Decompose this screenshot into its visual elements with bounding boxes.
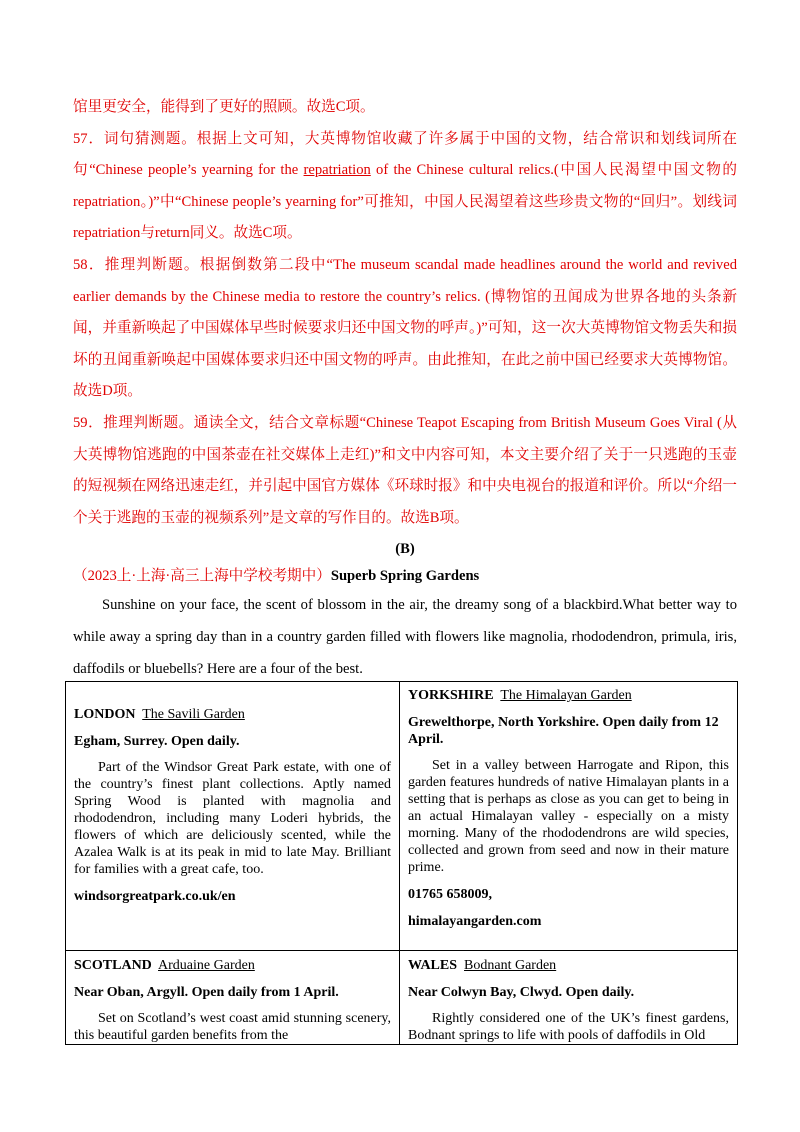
wales-location: Near Colwyn Bay, Clwyd. Open daily. — [408, 985, 635, 1000]
yorkshire-website: himalayangarden.com — [408, 914, 542, 929]
cell-yorkshire — [400, 682, 738, 951]
london-location: Egham, Surrey. Open daily. — [74, 734, 240, 749]
passage-intro: Sunshine on your face, the scent of blossom in the air, the dreamy song of a blackbird.What better way to while away a spring day than in a country garden filled with flowers like magnolia, rhododendron, primula, iris, daffodils or bluebells? Here are a four of the best. — [73, 597, 737, 677]
scotland-location: Near Oban, Argyll. Open daily from 1 April. — [74, 985, 339, 1000]
yorkshire-description: Set in a valley between Harrogate and Ripon, this garden features hundreds of native Himalayan plants in a setting that is perhaps as close as you can get to being in an actual Himalayan valley - especially on a misty morning. Many of the rhododendrons are wild species, collected and grown from seed and now in their mature prime. — [408, 758, 729, 875]
london-description: Part of the Windsor Great Park estate, with one of the country’s finest plant collections. Aptly named Spring Wood is planted with magnolia and rhododendron, including many Loderi hybrids, the flowers of which are deliciously scented, while the Azalea Walk is at its peak in mid to late May. Brilliant for families with a great cafe, too. — [74, 760, 391, 877]
answer-58: 58．推理判断题。根据倒数第二段中“The museum scandal made headlines around the world and revived earlier demands by the Chinese media to restore the country’s relics. (博物馆的丑闻成为世界各地的头条新闻，并重新唤起了中国媒体早些时候要求归还中国文物的呼声。)”可知，这一次大英博物馆文物丢失和损坏的丑闻重新唤起中国媒体要求归还中国文物的呼声。由此推知，在此之前中国已经要求大英博物馆。故选D项。 — [73, 256, 737, 400]
yorkshire-heading: YORKSHIRE The Himalayan Garden — [408, 688, 632, 703]
london-website: windsorgreatpark.co.uk/en — [74, 889, 236, 904]
cell-london — [66, 682, 400, 951]
answer-57-part-b: of the Chinese cultural relics.(中国人民渴望中国文物的repatriation。)”中“Chinese people’s yearning for”可推知，中国人民渴望着这些珍贵文物的“回归”。划线词repatriation与return同义。故选C项。 — [73, 162, 737, 242]
underlined-word: repatriation — [303, 162, 371, 179]
answer-59: 59．推理判断题。通读全文，结合文章标题“Chinese Teapot Escaping from British Museum Goes Viral (从大英博物馆逃跑的中国茶壶在社交媒体上走红)”和文中内容可知，本文主要介绍了关于一只逃跑的玉壶的短视频在网络迅速走红，并引起中国官方媒体《环球时报》和中央电视台的报道和评价。所以“介绍一个关于逃跑的玉壶的视频系列”是文章的写作目的。故选B项。 — [73, 414, 737, 526]
passage-heading — [73, 562, 737, 590]
passage-source: （2023上·上海·高三上海中学校考期中） — [73, 568, 331, 585]
yorkshire-location: Grewelthorpe, North Yorkshire. Open daily from 12 April. — [408, 715, 719, 747]
answer-57-part-a: 57．词句猜测题。根据上文可知，大英博物馆收藏了许多属于中国的文物，结合常识和划线词所在句“Chinese people’s yearning for the — [73, 130, 737, 179]
wales-description: Rightly considered one of the UK’s finest gardens, Bodnant springs to life with pools of daffodils in Old — [408, 1011, 729, 1043]
scotland-heading: SCOTLAND Arduaine Garden — [74, 958, 255, 973]
wales-heading: WALES Bodnant Garden — [408, 958, 557, 973]
answer-continuation: 馆里更安全，能得到了更好的照顾。故选C项。 — [73, 99, 375, 115]
gardens-table — [65, 681, 738, 1045]
scotland-description: Set on Scotland’s west coast amid stunning scenery, this beautiful garden benefits from the — [74, 1011, 391, 1043]
cell-scotland — [66, 951, 400, 1045]
yorkshire-phone: 01765 658009, — [408, 887, 492, 902]
answer-57 — [73, 124, 737, 250]
cell-wales — [400, 951, 738, 1045]
london-heading: LONDON The Savili Garden — [74, 707, 245, 722]
page-content — [73, 92, 737, 685]
passage-title: Superb Spring Gardens — [330, 568, 480, 585]
section-label: (B) — [395, 541, 415, 558]
